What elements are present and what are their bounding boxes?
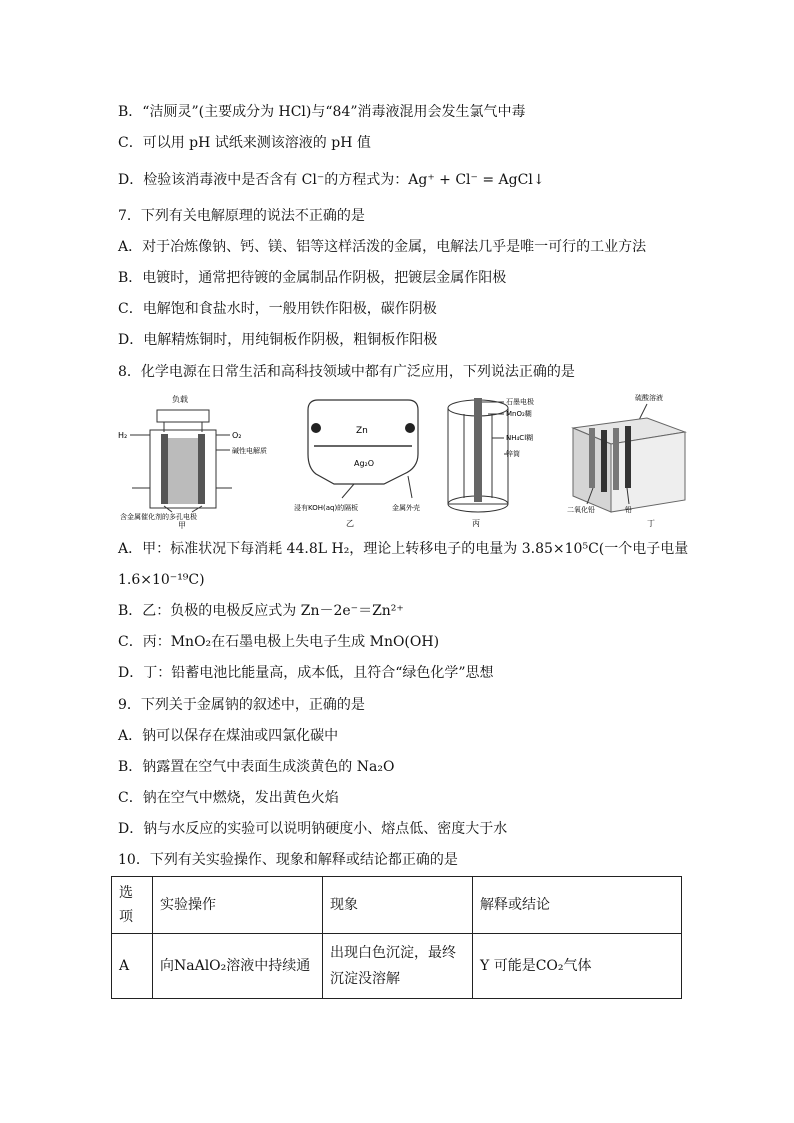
zn-label: Zn (356, 426, 368, 436)
battery-figures (112, 388, 692, 530)
plate-2 (601, 430, 607, 492)
q7-option-c: C．电解饱和食盐水时，一般用铁作阳极，碳作阴极 (118, 301, 437, 317)
header-operation: 实验操作 (153, 877, 323, 934)
caption-jia: 甲 (178, 521, 186, 530)
plate-1 (589, 428, 595, 488)
figure-ding (567, 388, 692, 534)
q8-option-a-line2: 1.6×10⁻¹⁹C) (118, 572, 205, 588)
plate-4 (625, 426, 631, 488)
graphite-label: 石墨电极 (506, 398, 534, 406)
mno2-label: MnO₂糊 (506, 410, 532, 418)
q9-option-c: C．钠在空气中燃烧，发出黄色火焰 (118, 790, 339, 806)
q8-option-b: B．乙：负极的电极反应式为 Zn－2e⁻＝Zn²⁺ (118, 603, 404, 619)
battery-front-face (611, 432, 685, 512)
q7-option-d: D．电解精炼铜时，用纯铜板作阴极，粗铜板作阳极 (118, 332, 438, 348)
q8-option-a-line1: A．甲：标准状况下每消耗 44.8L H₂，理论上转移电子的电量为 3.85×10⁵C(一个电子电量 (118, 541, 689, 557)
cathode-plate (198, 434, 205, 504)
header-conclusion: 解释或结论 (473, 877, 682, 934)
seal-left (311, 423, 321, 433)
load-box (157, 410, 209, 422)
table-header-row (112, 877, 682, 934)
caption-yi: 乙 (346, 519, 354, 528)
o2-label: O₂ (232, 431, 242, 440)
graphite-rod (474, 398, 482, 502)
q8-option-c: C．丙：MnO₂在石墨电极上失电子生成 MnO(OH) (118, 634, 440, 650)
row-conclusion: Y 可能是CO₂气体 (473, 934, 682, 999)
electrolyte-region (168, 438, 198, 504)
figure-bing (442, 388, 562, 534)
separator-label: 浸有KOH(aq)的隔板 (294, 504, 359, 512)
table-row (112, 934, 682, 999)
experiment-table (111, 876, 682, 999)
figure-yi (294, 388, 434, 534)
q9-stem: 9．下列关于金属钠的叙述中，正确的是 (118, 697, 365, 713)
zinc-label: 锌筒 (506, 450, 520, 458)
q6-option-d: D．检验该消毒液中是否含有 Cl⁻的方程式为：Ag⁺ + Cl⁻ = AgCl↓ (118, 172, 545, 188)
load-label: 负载 (172, 395, 188, 404)
electrode-label: 含金属催化剂的多孔电极 (120, 513, 197, 521)
row-phenomenon: 出现白色沉淀，最终沉淀没溶解 (323, 934, 473, 999)
h2-label: H₂ (118, 431, 128, 440)
q6-option-c: C．可以用 pH 试纸来测该溶液的 pH 值 (118, 135, 371, 151)
q9-option-d: D．钠与水反应的实验可以说明钠硬度小、熔点低、密度大于水 (118, 821, 508, 837)
header-option: 选项 (112, 877, 153, 934)
pb-label: 铅 (625, 506, 632, 514)
q9-option-a: A．钠可以保存在煤油或四氯化碳中 (118, 728, 339, 744)
acid-label: 硫酸溶液 (635, 394, 663, 402)
electrolyte-label: 碱性电解质 (232, 447, 267, 455)
caption-ding: 丁 (647, 519, 655, 528)
row-option: A (112, 934, 153, 999)
q9-option-b: B．钠露置在空气中表面生成淡黄色的 Na₂O (118, 759, 395, 775)
button-cell-shell (308, 400, 418, 484)
header-phenomenon: 现象 (323, 877, 473, 934)
row-operation: 向NaAlO₂溶液中持续通 (153, 934, 323, 999)
plate-3 (613, 428, 619, 490)
q8-option-d: D．丁：铅蓄电池比能量高，成本低，且符合“绿色化学”思想 (118, 665, 494, 681)
q7-stem: 7．下列有关电解原理的说法不正确的是 (118, 208, 365, 224)
q7-option-a: A．对于冶炼像钠、钙、镁、铝等这样活泼的金属，电解法几乎是唯一可行的工业方法 (118, 239, 647, 255)
q6-option-b: B．“洁厕灵”(主要成分为 HCl)与“84”消毒液混用会发生氯气中毒 (118, 104, 526, 120)
anode-plate (161, 434, 168, 504)
q10-stem: 10．下列有关实验操作、现象和解释或结论都正确的是 (118, 852, 458, 868)
seal-right (405, 423, 415, 433)
pbo2-label: 二氧化铅 (567, 506, 595, 514)
caption-bing: 丙 (472, 519, 480, 528)
ag2o-label: Ag₂O (354, 459, 375, 468)
nh4cl-label: NH₄Cl糊 (506, 434, 534, 442)
shell-label: 金属外壳 (392, 504, 420, 512)
q7-option-b: B．电镀时，通常把待镀的金属制品作阴极，把镀层金属作阳极 (118, 270, 507, 286)
q8-stem: 8．化学电源在日常生活和高科技领域中都有广泛应用，下列说法正确的是 (118, 364, 575, 380)
figure-jia (112, 388, 297, 534)
